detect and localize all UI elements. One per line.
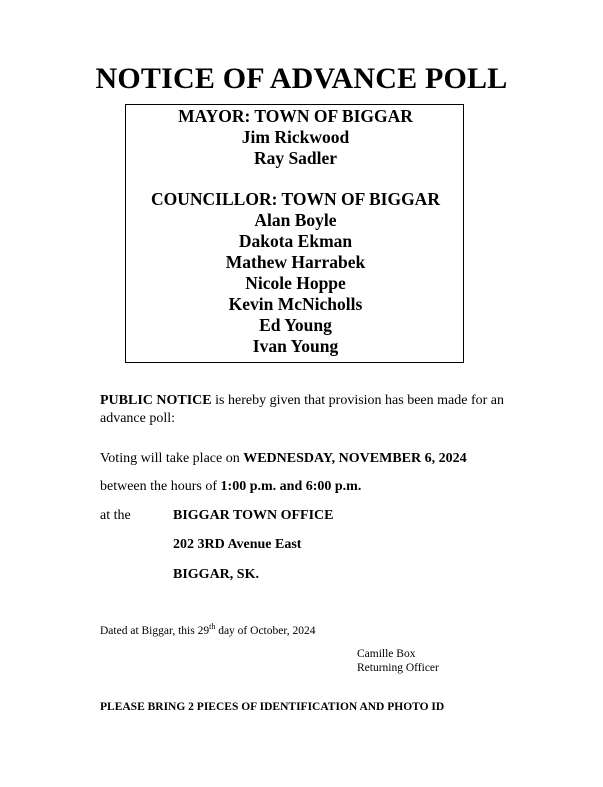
councillor-candidate: Mathew Harrabek — [225, 252, 366, 272]
page-title: NOTICE OF ADVANCE POLL — [95, 62, 508, 95]
voting-prefix: Voting will take place on — [100, 451, 244, 466]
councillor-candidate: Alan Boyle — [254, 210, 337, 230]
hours-start: 1:00 p.m. — [220, 479, 277, 494]
mayor-heading: MAYOR: TOWN OF BIGGAR — [178, 106, 413, 126]
councillor-candidate: Ed Young — [259, 315, 332, 335]
councillor-candidate: Nicole Hoppe — [245, 273, 346, 293]
location-line-city — [173, 566, 259, 584]
public-notice-line2: advance poll: — [100, 411, 176, 426]
dated-line — [100, 620, 315, 638]
spacer — [125, 169, 466, 189]
footer-notice: PLEASE BRING 2 PIECES OF IDENTIFICATION AND PHOTO ID — [100, 701, 445, 713]
public-notice-paragraph — [100, 392, 504, 428]
signature-role: Returning Officer — [357, 662, 439, 674]
mayor-candidate: Jim Rickwood — [241, 127, 350, 147]
signature-block — [357, 647, 439, 675]
location-line-office — [173, 507, 334, 525]
dated-suffix: day of October, 2024 — [215, 624, 316, 637]
dated-prefix: Dated at Biggar, this 29 — [100, 624, 210, 637]
hours-joiner: and — [276, 479, 306, 494]
location-city: BIGGAR, SK. — [173, 567, 259, 582]
public-notice-lead: PUBLIC NOTICE — [100, 393, 212, 408]
hours-end: 6:00 p.m. — [305, 479, 362, 494]
location-line-street — [173, 536, 301, 554]
location-label: at the — [100, 508, 131, 523]
mayor-candidate: Ray Sadler — [253, 148, 338, 168]
location-street: 202 3RD Avenue East — [173, 537, 302, 552]
dated-superscript: th — [209, 622, 216, 631]
voting-date-line — [100, 450, 467, 468]
location-office: BIGGAR TOWN OFFICE — [173, 508, 334, 523]
voting-hours-line — [100, 478, 361, 496]
councillor-heading: COUNCILLOR: TOWN OF BIGGAR — [151, 189, 440, 209]
councillor-candidate: Kevin McNicholls — [228, 294, 363, 314]
candidates-box — [125, 106, 466, 357]
public-notice-text: is hereby given that provision has been made for an — [211, 393, 504, 408]
councillor-candidate: Ivan Young — [252, 336, 339, 356]
signature-name: Camille Box — [357, 648, 416, 660]
voting-date: WEDNESDAY, NOVEMBER 6, 2024 — [243, 451, 467, 466]
councillor-candidate: Dakota Ekman — [238, 231, 353, 251]
hours-prefix: between the hours of — [100, 479, 221, 494]
